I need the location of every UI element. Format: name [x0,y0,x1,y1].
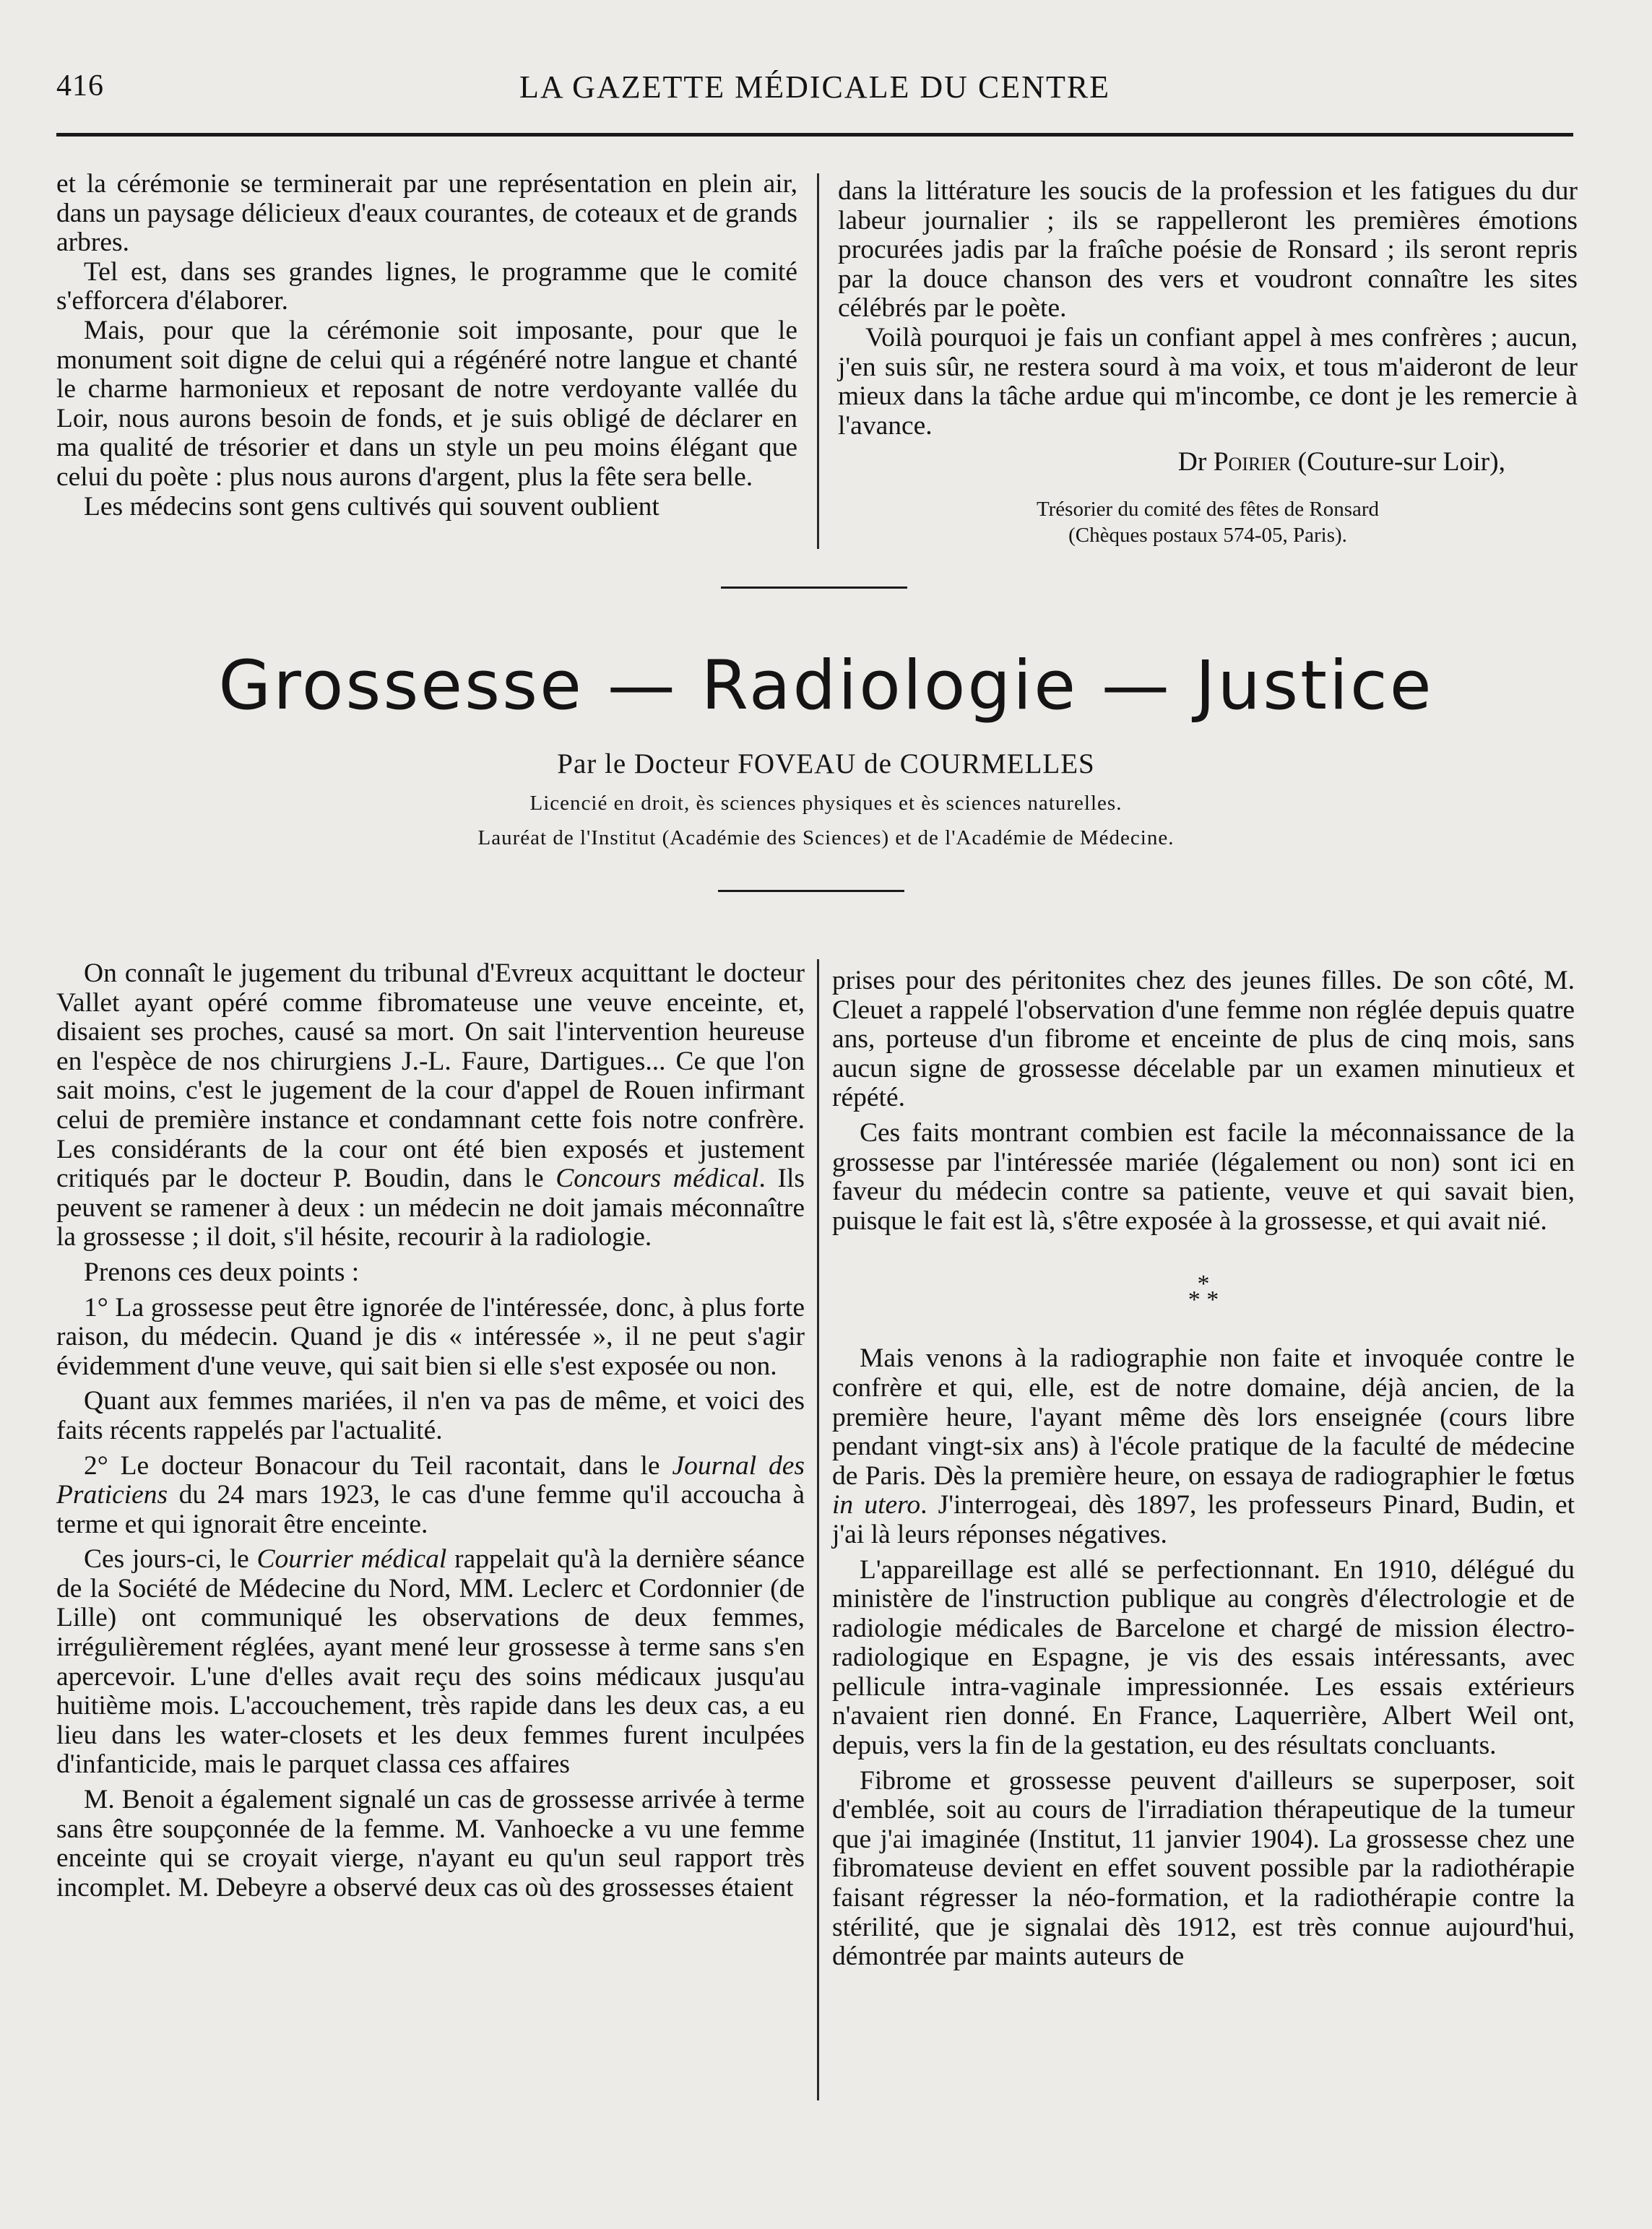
signature [838,448,1578,477]
header-rule [56,133,1573,137]
paragraph: Ces faits montrant combien est facile la méconnaissance de la grossesse par l'intéressée mariée (légalement ou non) sont ici en faveur du médecin contre sa patiente, veuve et qui savait bien, puisque le fait est là, s'être exposée à la grossesse, et qui avait nié. [832,1117,1575,1236]
separator-rule [721,587,907,589]
top-left-column [56,170,797,521]
paragraph: Prenons ces deux points : [84,1257,360,1287]
article-right-column [832,966,1575,1978]
column-divider [817,959,819,2100]
paragraph: Tel est, dans ses grandes lignes, le programme que le comité s'efforcera d'élaborer. [56,256,797,316]
author-credential: Licencié en droit, ès sciences physiques et ès sciences naturelles. [529,792,1123,815]
paragraph: L'appareillage est allé se perfectionnant. En 1910, délégué du ministère de l'instruction publique au congrès d'électrologie et de radiologie médicales de Barcelone et chargé de mission électro-radiologique en Espagne, je vis des essais intéressants, avec pellicule intra-vaginale impressionnée. Les essais extérieurs n'avaient rien donné. En France, Laquerrière, Albert Weil ont, depuis, vers la fin de la gestation, eu des résultats concluants. [832,1554,1575,1761]
author-credential: Lauréat de l'Institut (Académie des Sciences) et de l'Académie de Médecine. [477,826,1175,849]
paragraph: Ces jours-ci, le Courrier médical rappelait qu'à la dernière séance de la Société de Médecine du Nord, MM. Leclerc et Cordonnier (de Lille) ont communiqué les observations de deux femmes, irrégulièrement réglées, ayant mené leur grossesse à terme sans s'en apercevoir. L'une d'elles avait reçu des soins médicaux jusqu'au huitième mois. L'accouchement, très rapide dans les deux cas, a eu lieu dans les water-closets et les deux femmes furent inculpées d'infanticide, mais le parquet classa ces affaires [56,1544,805,1780]
paragraph: dans la littérature les soucis de la profession et les fatigues du dur labeur journalier ; ils se rappelleront les premières émotions procurées jadis par la fraîche poésie de Ronsard ; ils seront repris par la douce chanson des vers et voudront connaître les sites célébrés par le poète. [838,176,1578,324]
paragraph: Les médecins sont gens cultivés qui souvent oublient [84,491,659,521]
paragraph: Voilà pourquoi je fais un confiant appel à mes confrères ; aucun, j'en suis sûr, ne restera sourd à ma voix, et tous m'aideront de leur mieux dans la tâche ardue qui m'incombe, ce dont je les remercie à l'avance. [838,322,1578,441]
paragraph: M. Benoit a également signalé un cas de grossesse arrivée à terme sans être soupçonnée de la femme. M. Vanhoecke a vu une femme enceinte qui se croyait vierge, n'ayant eu qu'un seul rapport très incomplet. M. Debeyre a observé deux cas où des grossesses étaient [56,1785,805,1903]
top-right-column [838,177,1578,548]
signature-cheques: (Chèques postaux 574-05, Paris). [1068,523,1347,547]
paragraph: et la cérémonie se terminerait par une représentation en plein air, dans un paysage délicieux d'eaux courantes, de coteaux et de grands arbres. [56,169,797,258]
paragraph: 2° Le docteur Bonacour du Teil racontait, dans le Journal des Praticiens du 24 mars 1923, le cas d'une femme qu'il accoucha à terme et qui ignorait être enceinte. [56,1450,805,1539]
article-author: Par le Docteur FOVEAU de COURMELLES [557,748,1095,779]
asterism-divider: * * * [1188,1271,1219,1314]
signature-name: Poirier [1213,447,1292,477]
signature-role: Trésorier du comité des fêtes de Ronsard [1036,497,1380,521]
paragraph: Mais, pour que la cérémonie soit imposante, pour que le monument soit digne de celui qui a régénéré notre langue et chanté le charme harmonieux et reposant de notre verdoyante vallée du Loir, nous aurons besoin de fonds, et je suis obligé de déclarer en ma qualité de trésorier et dans un style un peu moins élégant que celui du poète : plus nous aurons d'argent, plus la fête sera belle. [56,315,797,492]
paragraph: Fibrome et grossesse peuvent d'ailleurs se superposer, soit d'emblée, soit au cours de l'irradiation thérapeutique de la tumeur que j'ai imaginée (Institut, 11 janvier 1904). La grossesse chez une fibromateuse devient en effet souvent possible par la radiothérapie faisant régresser la néo-formation, et la radiothérapie contre la stérilité, que je signalai dès 1912, est très connue aujourd'hui, démontrée par maints auteurs de [832,1765,1575,1972]
article-title: Grossesse — Radiologie — Justice [218,646,1434,725]
page-number: 416 [56,69,104,103]
paragraph: Quant aux femmes mariées, il n'en va pas de même, et voici des faits récents rappelés par l'actualité. [56,1386,805,1445]
signature-title: Dr [1177,447,1207,477]
paragraph: prises pour des péritonites chez des jeunes filles. De son côté, M. Cleuet a rappelé l'observation d'une femme non réglée depuis quatre ans, porteuse d'un fibrome et enceinte de plus de cinq mois, sans aucun signe de grossesse décelable par un examen minutieux et répété. [832,966,1575,1113]
separator-rule [718,890,904,892]
article-left-column [56,959,805,1908]
signature-place: (Couture-sur Loir), [1297,447,1505,477]
paragraph: On connaît le jugement du tribunal d'Evreux acquittant le docteur Vallet ayant opéré comme fibromateuse une veuve enceinte, et, disaient ses proches, causé sa mort. On sait l'intervention heureuse en l'espèce de nos chirurgiens J.-L. Faure, Dartigues... Ce que l'on sait moins, c'est le jugement de la cour d'appel de Rouen infirmant celui de première instance et condamnant cette fois notre confrère. Les considérants de la cour ont été bien exposés et justement critiqués par le docteur P. Boudin, dans le Concours médical. Ils peuvent se ramener à deux : un médecin ne doit jamais méconnaître la grossesse ; il doit, s'il hésite, recourir à la radiologie. [56,958,805,1252]
paragraph: 1° La grossesse peut être ignorée de l'intéressée, donc, à plus forte raison, du médecin. Quand je dis « intéressée », il ne peut s'agir évidemment d'une veuve, qui sait bien si elle s'est exposée ou non. [56,1292,805,1381]
page-header [56,69,1573,119]
journal-title: LA GAZETTE MÉDICALE DU CENTRE [519,69,1111,105]
paragraph: Mais venons à la radiographie non faite et invoquée contre le confrère et qui, elle, est de notre domaine, déjà ancien, de la première heure, l'ayant même dès lors enseignée (cours libre pendant vingt-six ans) à l'école pratique de la faculté de médecine de Paris. Dès la première heure, on essaya de radiographier le fœtus in utero. J'interrogeai, dès 1897, les professeurs Pinard, Budin, et j'ai là leurs réponses négatives. [832,1343,1575,1549]
column-divider [817,173,819,549]
